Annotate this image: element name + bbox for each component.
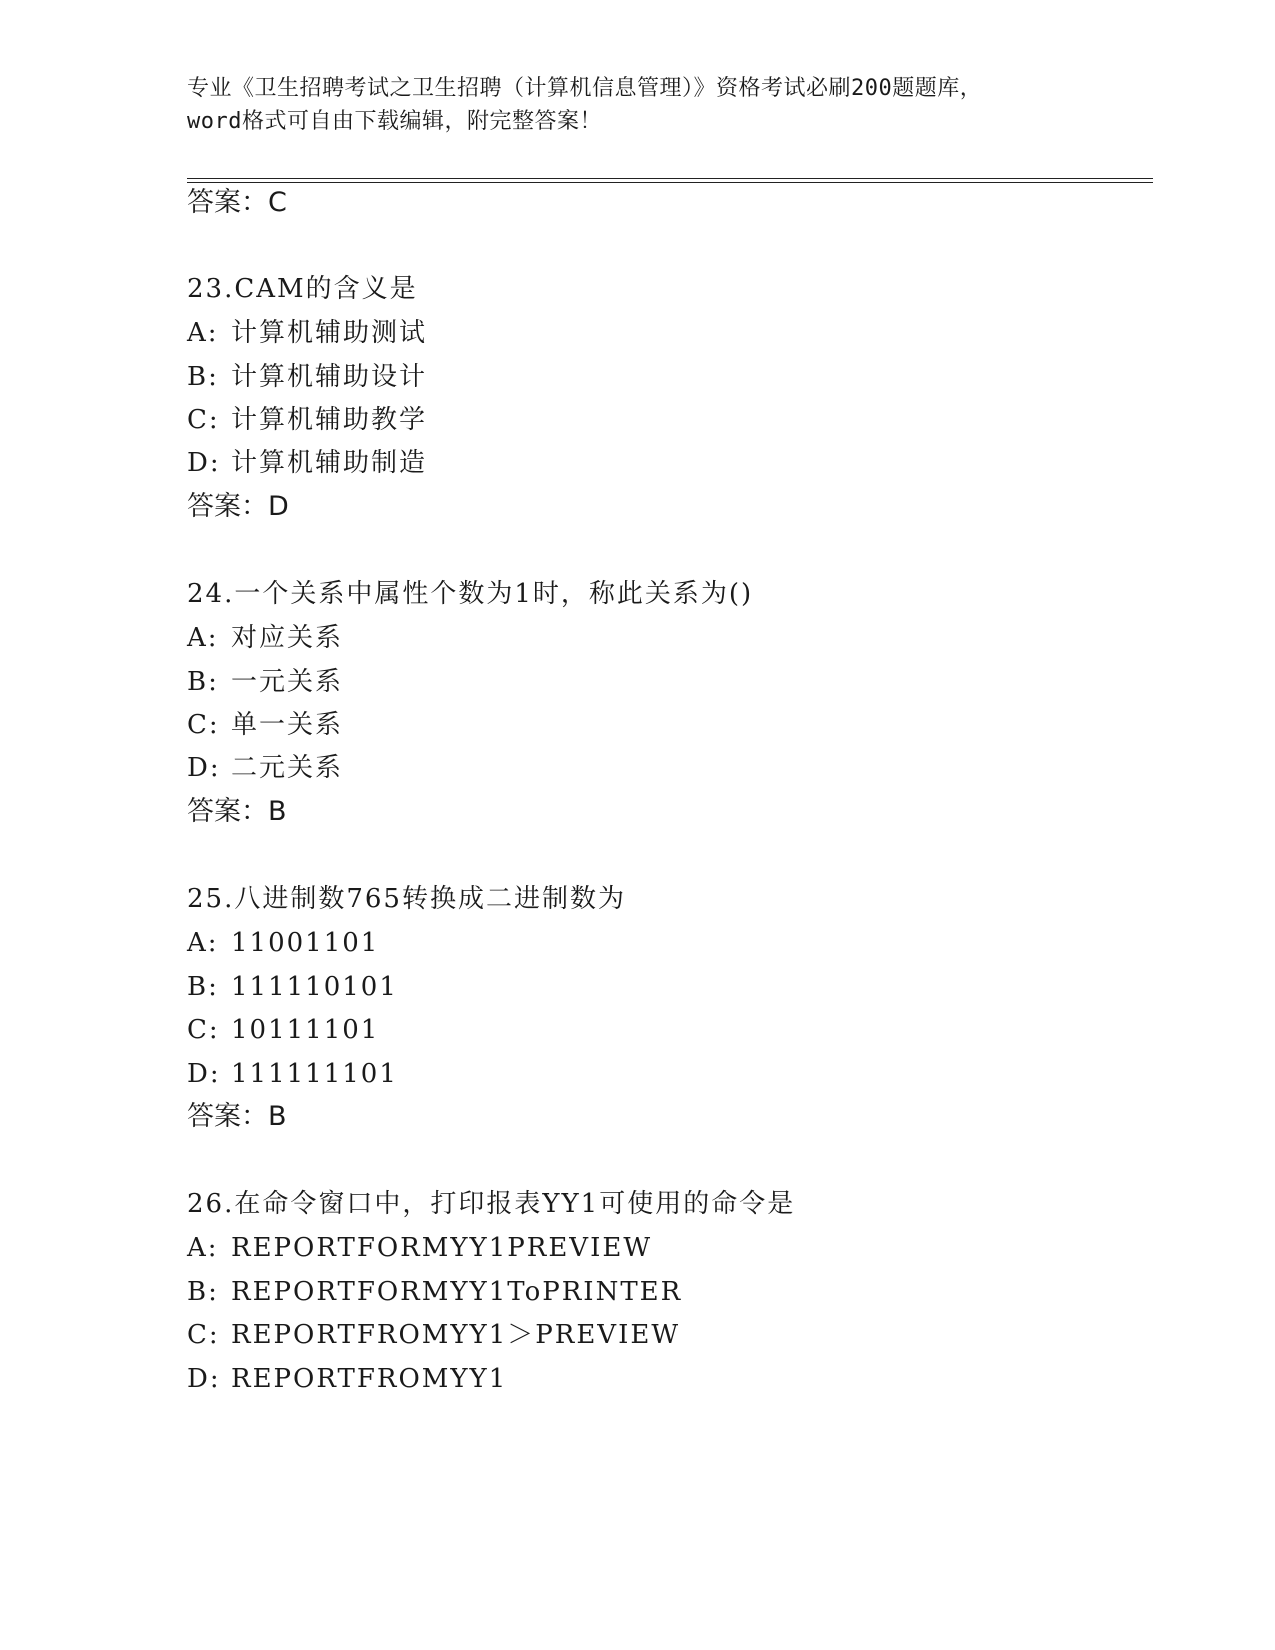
question-stem: 24.一个关系中属性个数为1时，称此关系为() <box>187 579 754 609</box>
option-key: C: <box>187 405 220 435</box>
answer-line: 答案：D <box>187 491 289 522</box>
option-text: 计算机辅助制造 <box>231 448 428 478</box>
option-key: B: <box>187 667 219 697</box>
option-key: A: <box>187 928 219 958</box>
option-c <box>187 1318 680 1352</box>
option-b <box>187 360 427 394</box>
header-divider-top <box>187 178 1153 179</box>
option-b <box>187 1275 682 1309</box>
option-key: D: <box>187 448 221 478</box>
option-text: 单一关系 <box>231 710 344 740</box>
option-text: REPORTFORMYY1ToPRINTER <box>231 1277 683 1307</box>
option-text: 一元关系 <box>231 667 344 697</box>
option-key: D: <box>187 1364 221 1394</box>
option-a <box>187 1231 652 1265</box>
option-c <box>187 708 343 742</box>
header-line-1: 专业《卫生招聘考试之卫生招聘（计算机信息管理）》资格考试必刷200题题库， <box>187 76 983 101</box>
option-text: 11001101 <box>231 928 380 958</box>
option-text: 计算机辅助测试 <box>231 318 428 348</box>
option-key: B: <box>187 362 219 392</box>
option-text: 111111101 <box>231 1059 398 1089</box>
question-stem: 25.八进制数765转换成二进制数为 <box>187 884 626 914</box>
option-b <box>187 665 343 699</box>
option-key: D: <box>187 1059 221 1089</box>
previous-answer: 答案：C <box>187 187 287 218</box>
header-line-2: word格式可自由下载编辑，附完整答案！ <box>187 109 602 134</box>
option-d <box>187 1362 507 1396</box>
option-text: 111110101 <box>231 972 398 1002</box>
option-c <box>187 1013 379 1047</box>
option-key: D: <box>187 753 221 783</box>
option-text: REPORTFROMYY1 <box>231 1364 508 1394</box>
option-key: C: <box>187 1320 220 1350</box>
option-key: A: <box>187 318 219 348</box>
option-key: C: <box>187 710 220 740</box>
answer-line: 答案：B <box>187 796 287 827</box>
option-key: B: <box>187 972 219 1002</box>
option-text: 10111101 <box>231 1015 380 1045</box>
option-a <box>187 926 379 960</box>
option-d <box>187 751 343 785</box>
question-stem: 26.在命令窗口中，打印报表YY1可使用的命令是 <box>187 1189 796 1219</box>
option-text: REPORTFORMYY1PREVIEW <box>231 1233 653 1263</box>
option-text: 计算机辅助设计 <box>231 362 428 392</box>
option-key: B: <box>187 1277 219 1307</box>
option-key: A: <box>187 623 219 653</box>
option-text: 对应关系 <box>231 623 344 653</box>
option-key: C: <box>187 1015 220 1045</box>
option-d <box>187 446 427 480</box>
option-c <box>187 403 427 437</box>
option-text: 二元关系 <box>231 753 344 783</box>
option-d <box>187 1057 398 1091</box>
option-a <box>187 621 343 655</box>
option-a <box>187 316 427 350</box>
document-header <box>187 72 1087 138</box>
answer-line: 答案：B <box>187 1101 287 1132</box>
option-b <box>187 970 398 1004</box>
question-stem: 23.CAM的含义是 <box>187 274 418 304</box>
option-text: 计算机辅助教学 <box>231 405 428 435</box>
header-divider-bottom <box>187 182 1153 183</box>
option-text: REPORTFROMYY1＞PREVIEW <box>231 1320 681 1350</box>
option-key: A: <box>187 1233 219 1263</box>
